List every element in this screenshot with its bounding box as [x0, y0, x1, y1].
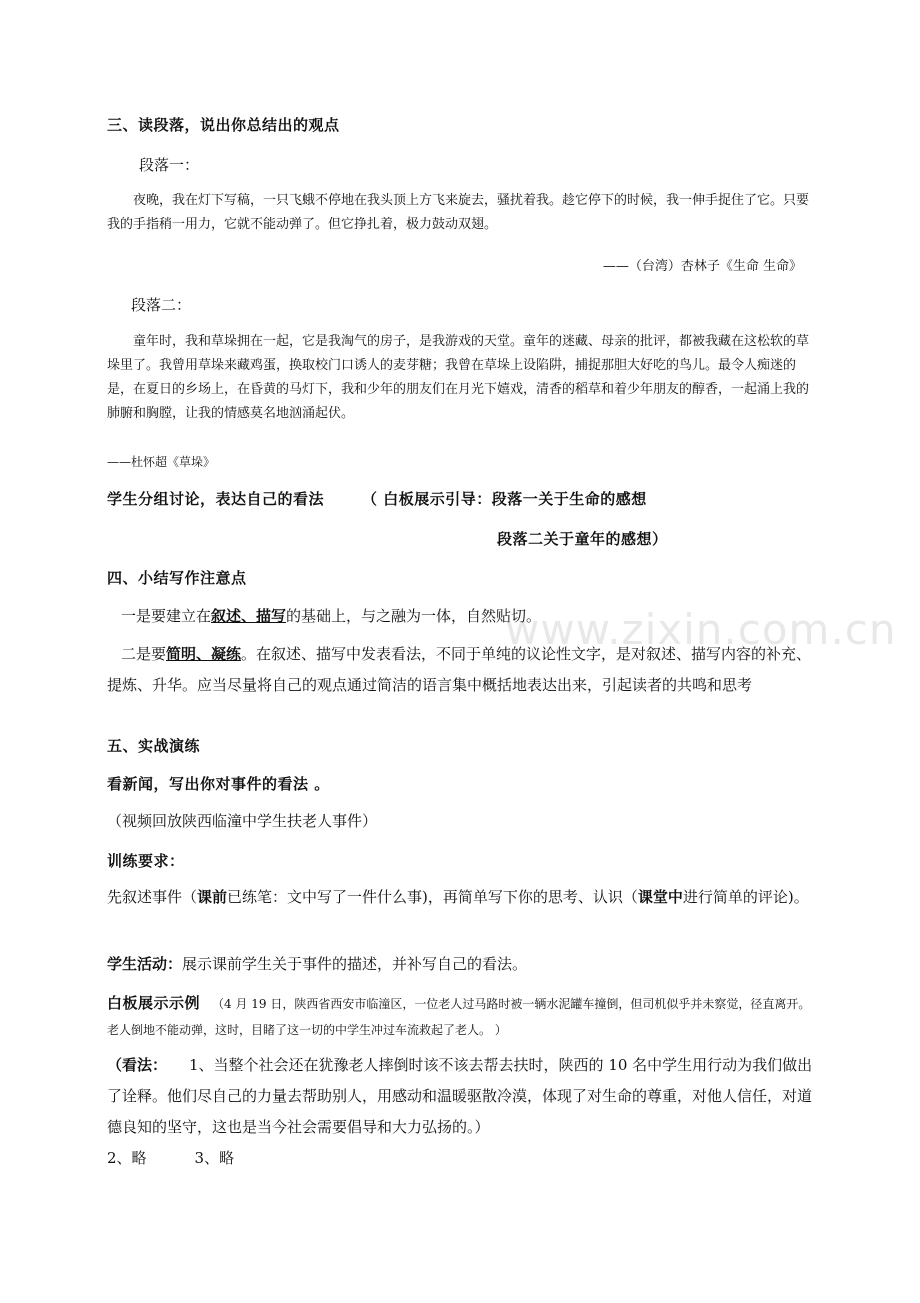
req-c: 已练笔：文中写了一件什么事)，再简单写下你的思考、认识（: [227, 888, 638, 906]
task-label: 看新闻，写出你对事件的看法 。: [107, 775, 330, 793]
point2-pre: 二是要: [121, 645, 167, 663]
req-b: 课前: [197, 888, 228, 906]
req-e: 进行简单的评论)。: [682, 888, 809, 906]
point1-key: 叙述、描写: [211, 607, 287, 625]
view-label: （看法：: [107, 1056, 168, 1074]
guide-line-1: （ 白板展示引导：段落一关于生命的感想: [362, 490, 647, 508]
guide-line-2: 段落二关于童年的感想）: [497, 530, 668, 548]
point2-key: 简明、凝练: [166, 645, 242, 663]
item-2: 2、略: [107, 1149, 147, 1167]
video-note: （视频回放陕西临潼中学生扶老人事件）: [107, 812, 378, 830]
para1-text: 夜晚，我在灯下写稿，一只飞蛾不停地在我头顶上方飞来旋去，骚扰着我。趁它停下的时候，我一伸手捉住了它。只要我的手指稍一用力，它就不能动弹了。但它挣扎着，极力鼓动双翅。: [107, 193, 810, 232]
activity-text: 展示课前学生关于事件的描述，并补写自己的看法。: [182, 955, 528, 973]
item-3: 3、略: [194, 1149, 235, 1167]
watermark: www.zixin.com.cn: [505, 605, 897, 654]
example-text: （4 月 19 日，陕西省西安市临潼区，一位老人过马路时被一辆水泥罐车撞倒，但司机似乎并未察觉，径直离开。老人倒地不能动弹，这时，目睹了这一切的中学生冲过车流救起了老人。 ）: [107, 997, 811, 1037]
section5-heading: 五、实战演练: [107, 737, 201, 755]
remaining-items: [107, 1143, 815, 1174]
student-activity: [107, 949, 815, 980]
requirement-label: 训练要求：: [107, 852, 185, 870]
whiteboard-example: [107, 990, 815, 1044]
discussion-label: 学生分组讨论，表达自己的看法: [107, 490, 325, 508]
example-label: 白板展示示例: [107, 994, 201, 1012]
para1-source: ——（台湾）杏林子《生命 生命》: [602, 259, 802, 274]
section4-heading: 四、小结写作注意点: [107, 569, 247, 587]
para2-source: ——杜怀超《草垛》: [107, 455, 216, 469]
point1-pre: 一是要建立在: [121, 607, 212, 625]
point2-post: 。在叙述、描写中发表看法，不同于单纯的议论性文字，是对叙述、描写内容的补充、提炼、升华。应当尽量将自己的观点通过简洁的语言集中概括地表达出来，引起读者的共鸣和思考: [107, 645, 812, 694]
req-a: 先叙述事件（: [107, 888, 198, 906]
para1-label: 段落一：: [139, 156, 200, 174]
opinion-block: [107, 1050, 815, 1143]
req-d: 课堂中: [637, 888, 683, 906]
activity-label: 学生活动：: [107, 955, 183, 973]
point1-post: 的基础上，与之融为一体，自然贴切。: [286, 607, 542, 625]
section3-heading: 三、读段落，说出你总结出的观点: [107, 116, 340, 134]
para2-text: 童年时，我和草垛拥在一起，它是我淘气的房子，是我游戏的天堂。童年的迷藏、母亲的批评，都被我藏在这松软的草垛里了。我曾用草垛来藏鸡蛋，换取校门口诱人的麦芽糖；我曾在草垛上设陷阱，捕捉那胆大好吃的鸟儿。最令人痴迷的是，在夏日的乡场上，在昏黄的马灯下，我和少年的朋友们在月光下嬉戏，清香的稻草和着少年朋友的醇香，一起涌上我的肺腑和胸膛，让我的情感莫名地汹涌起伏。: [107, 334, 810, 421]
requirement-text: [107, 882, 815, 913]
para2-label: 段落二：: [131, 296, 192, 314]
view-text: 1、当整个社会还在犹豫老人摔倒时该不该去帮去扶时，陕西的 10 名中学生用行动为我们做出了诠释。他们尽自己的力量去帮助别人，用感动和温暖驱散冷漠，体现了对生命的尊重，对他人信任，对道德良知的坚守，这也是当今社会需要倡导和大力弘扬的。）: [107, 1056, 813, 1136]
